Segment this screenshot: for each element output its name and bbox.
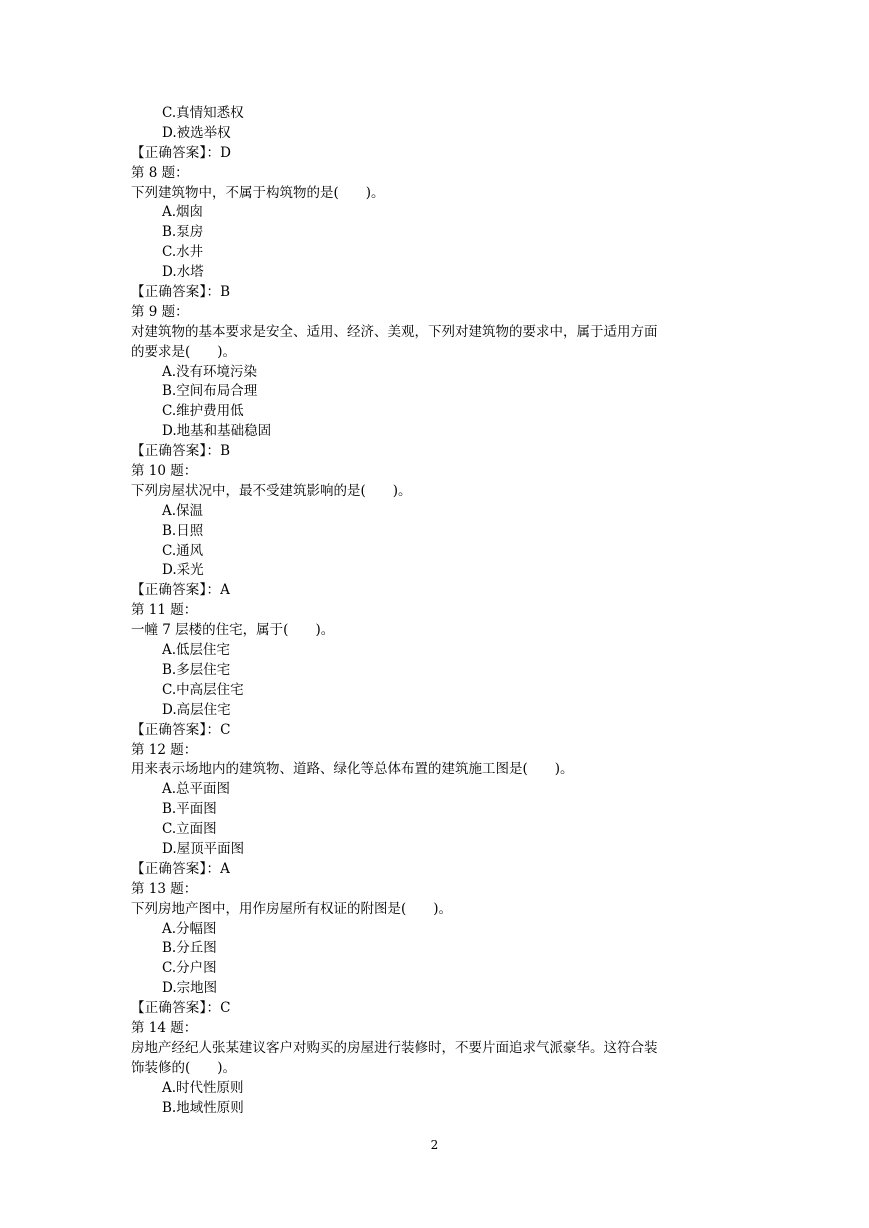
answer-option: A.时代性原则: [162, 1079, 244, 1096]
question-number: 第 12 题：: [131, 741, 198, 758]
question-text: 下列建筑物中，不属于构筑物的是( )。: [131, 184, 385, 201]
correct-answer: 【正确答案】：D: [131, 144, 232, 161]
answer-option: B.平面图: [162, 801, 217, 818]
answer-option: B.泵房: [162, 224, 204, 241]
answer-option: D.水塔: [162, 264, 204, 281]
correct-answer: 【正确答案】：B: [131, 443, 231, 460]
answer-option: B.空间布局合理: [162, 383, 258, 400]
question-number: 第 10 题：: [131, 463, 198, 480]
question-text: 一幢 7 层楼的住宅，属于( )。: [131, 622, 335, 639]
answer-option: D.高层住宅: [162, 701, 231, 718]
correct-answer: 【正确答案】：A: [131, 582, 231, 599]
correct-answer: 【正确答案】：C: [131, 1000, 231, 1017]
question-text: 用来表示场地内的建筑物、道路、绿化等总体布置的建筑施工图是( )。: [131, 761, 574, 778]
answer-option: C.维护费用低: [162, 403, 244, 420]
question-text: 饰装修的( )。: [131, 1059, 237, 1076]
answer-option: B.分丘图: [162, 940, 217, 957]
correct-answer: 【正确答案】：B: [131, 284, 231, 301]
answer-option: C.分户图: [162, 960, 217, 977]
question-number: 第 8 题：: [131, 164, 189, 181]
answer-option: A.低层住宅: [162, 642, 231, 659]
answer-option: A.总平面图: [162, 781, 231, 798]
answer-option: D.地基和基础稳固: [162, 423, 272, 440]
answer-option: D.屋顶平面图: [162, 840, 245, 857]
document-body: [131, 104, 751, 1118]
answer-option: D.采光: [162, 562, 204, 579]
question-text: 下列房地产图中，用作房屋所有权证的附图是( )。: [131, 900, 453, 917]
answer-option: A.烟囱: [162, 204, 204, 221]
question-number: 第 9 题：: [131, 303, 189, 320]
answer-option: C.立面图: [162, 821, 217, 838]
question-number: 第 14 题：: [131, 1019, 198, 1036]
answer-option: B.地域性原则: [162, 1099, 244, 1116]
answer-option: C.通风: [162, 542, 204, 559]
page-number: 2: [430, 1138, 439, 1152]
answer-option: B.日照: [162, 522, 204, 539]
correct-answer: 【正确答案】：A: [131, 860, 231, 877]
answer-option: C.水井: [162, 244, 204, 261]
answer-option: B.多层住宅: [162, 661, 231, 678]
answer-option: C.真情知悉权: [162, 105, 244, 121]
answer-option: A.分幅图: [162, 920, 217, 937]
answer-option: A.没有环境污染: [162, 363, 258, 380]
question-number: 第 11 题：: [131, 602, 198, 619]
question-number: 第 13 题：: [131, 880, 198, 897]
question-text: 的要求是( )。: [131, 343, 237, 360]
answer-option: D.被选举权: [162, 124, 231, 141]
question-text: 对建筑物的基本要求是安全、适用、经济、美观，下列对建筑物的要求中，属于适用方面: [131, 323, 658, 340]
correct-answer: 【正确答案】：C: [131, 721, 231, 738]
answer-option: D.宗地图: [162, 980, 218, 997]
question-text: 房地产经纪人张某建议客户对购买的房屋进行装修时，不要片面追求气派豪华。这符合装: [131, 1039, 658, 1056]
question-text: 下列房屋状况中，最不受建筑影响的是( )。: [131, 482, 412, 499]
answer-option: C.中高层住宅: [162, 681, 244, 698]
answer-option: A.保温: [162, 502, 204, 519]
